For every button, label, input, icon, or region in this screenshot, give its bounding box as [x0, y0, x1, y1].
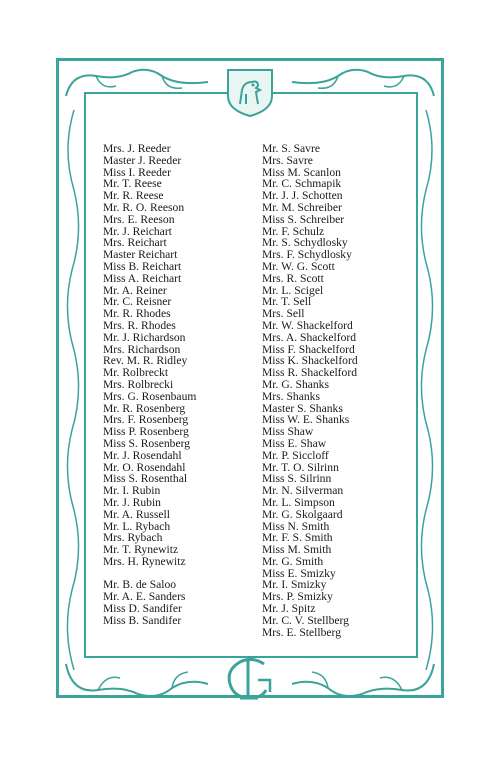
passenger-name: Miss P. Rosenberg: [103, 425, 189, 439]
passenger-name: Miss N. Smith: [262, 519, 330, 533]
passenger-name: Miss M. Scanlon: [262, 165, 341, 179]
passenger-name: Mr. Rolbreckt: [103, 366, 169, 380]
passenger-name: Mrs. Savre: [262, 153, 313, 167]
passenger-name: Mr. A. Reiner: [103, 283, 167, 297]
passenger-name: Mr. G. Shanks: [262, 377, 329, 391]
passenger-name: Mr. I. Rubin: [103, 484, 161, 498]
passenger-name: Mrs. Sell: [262, 307, 305, 321]
passenger-name: Mrs. P. Smizky: [262, 590, 333, 604]
passenger-name: Master Reichart: [103, 248, 178, 262]
passenger-name: Miss S. Schreiber: [262, 212, 345, 226]
passenger-name: Mrs. G. Rosenbaum: [103, 389, 197, 403]
passenger-name: Mr. S. Schydlosky: [262, 236, 348, 250]
passenger-name: Mrs. Rolbrecki: [103, 377, 174, 391]
passenger-name: Miss Shaw: [262, 425, 314, 439]
passenger-name: Miss E. Smizky: [262, 566, 336, 580]
passenger-name: Mr. M. Schreiber: [262, 200, 342, 214]
passenger-name: Rev. M. R. Ridley: [103, 354, 188, 368]
passenger-name: Mr. F. Schulz: [262, 224, 325, 238]
passenger-name: Mr. C. Schmapik: [262, 177, 342, 191]
left-vine-flourish-icon: [60, 110, 86, 670]
passenger-name: Miss W. E. Shanks: [262, 413, 350, 427]
passenger-name: Miss S. Rosenthal: [103, 472, 188, 486]
passenger-name: Miss S. Silrinn: [262, 472, 332, 486]
passenger-name: Mr. I. Smizky: [262, 578, 327, 592]
passenger-name: Miss B. Sandifer: [103, 613, 182, 627]
passenger-name: Miss R. Shackelford: [262, 366, 357, 380]
passenger-name: Mr. J. Rosendahl: [103, 448, 182, 462]
passenger-name: Mr. C. V. Stellberg: [262, 613, 349, 627]
passenger-name: Mr. G. Smith: [262, 554, 324, 568]
passenger-name: Miss A. Reichart: [103, 271, 182, 285]
passenger-name: Mrs. E. Stellberg: [262, 625, 342, 639]
passenger-name: Miss K. Shackelford: [262, 354, 358, 368]
passenger-name: Mrs. R. Scott: [262, 271, 324, 285]
lion-crest-emblem-icon: [222, 66, 278, 118]
passenger-name: Mr. L. Scigel: [262, 283, 324, 297]
passenger-name: Mrs. J. Reeder: [103, 142, 171, 155]
passenger-name: Master S. Shanks: [262, 401, 343, 415]
passenger-name: Mr. A. Russell: [103, 507, 170, 521]
passenger-name: Mr. R. Rosenberg: [103, 401, 186, 415]
passenger-name: Mr. B. de Saloo: [103, 578, 177, 592]
passenger-name: Mr. C. Reisner: [103, 295, 172, 309]
passenger-name: Mr. R. Rhodes: [103, 307, 171, 321]
passenger-name: Mr. R. Reese: [103, 189, 164, 203]
passenger-name: Miss E. Shaw: [262, 436, 327, 450]
passenger-name: Mrs. H. Rynewitz: [103, 554, 186, 568]
bottom-right-scroll-flourish-icon: [288, 660, 438, 700]
bottom-left-scroll-flourish-icon: [62, 660, 212, 700]
passenger-name: Mr. G. Skolgaard: [262, 507, 343, 521]
passenger-name: Mr. L. Simpson: [262, 495, 335, 509]
passenger-name: Mrs. R. Rhodes: [103, 318, 176, 332]
monogram-emblem-icon: [218, 654, 282, 704]
passenger-name: Mrs. Shanks: [262, 389, 320, 403]
passenger-name: Mr. S. Savre: [262, 142, 320, 155]
passenger-name: Mrs. F. Schydlosky: [262, 248, 352, 262]
passenger-name: Miss D. Sandifer: [103, 602, 182, 616]
right-vine-flourish-icon: [414, 110, 440, 670]
passenger-name: Mr. A. E. Sanders: [103, 590, 186, 604]
passenger-name: Miss B. Reichart: [103, 259, 182, 273]
passenger-name: Mr. J. J. Schotten: [262, 189, 343, 203]
passenger-names-right-column: [262, 143, 358, 638]
passenger-names-left-column: [103, 143, 196, 627]
passenger-name: Mrs. Rybach: [103, 531, 163, 545]
passenger-name: Mr. O. Rosendahl: [103, 460, 186, 474]
passenger-name: Mr. J. Spitz: [262, 602, 316, 616]
passenger-name: Mr. J. Rubin: [103, 495, 161, 509]
passenger-name: Mr. T. O. Silrinn: [262, 460, 339, 474]
passenger-name: Mrs. A. Shackelford: [262, 330, 357, 344]
passenger-name: Mr. P. Siccloff: [262, 448, 329, 462]
passenger-name: Mr. R. O. Reeson: [103, 200, 185, 214]
passenger-name: Mr. T. Reese: [103, 177, 162, 191]
passenger-name: Mrs. Reichart: [103, 236, 167, 250]
passenger-name: Miss I. Reeder: [103, 165, 171, 179]
passenger-name: Mr. N. Silverman: [262, 484, 344, 498]
passenger-name: Mr. W. Shackelford: [262, 318, 353, 332]
passenger-name: Mr. W. G. Scott: [262, 259, 335, 273]
passenger-name: Master J. Reeder: [103, 153, 182, 167]
passenger-name: Mr. F. S. Smith: [262, 531, 333, 545]
passenger-name: Mr. L. Rybach: [103, 519, 171, 533]
passenger-name: Mr. T. Sell: [262, 295, 312, 309]
top-right-scroll-flourish-icon: [288, 66, 438, 100]
passenger-name: Mrs. Richardson: [103, 342, 181, 356]
passenger-name: Miss S. Rosenberg: [103, 436, 191, 450]
top-left-scroll-flourish-icon: [62, 66, 212, 100]
passenger-name: Mrs. E. Reeson: [103, 212, 175, 226]
passenger-name: Mr. J. Richardson: [103, 330, 186, 344]
passenger-name: Miss F. Shackelford: [262, 342, 355, 356]
passenger-name: Mr. J. Reichart: [103, 224, 172, 238]
passenger-name: Mrs. F. Rosenberg: [103, 413, 189, 427]
passenger-name: Mr. T. Rynewitz: [103, 543, 179, 557]
passenger-name: Miss M. Smith: [262, 543, 332, 557]
